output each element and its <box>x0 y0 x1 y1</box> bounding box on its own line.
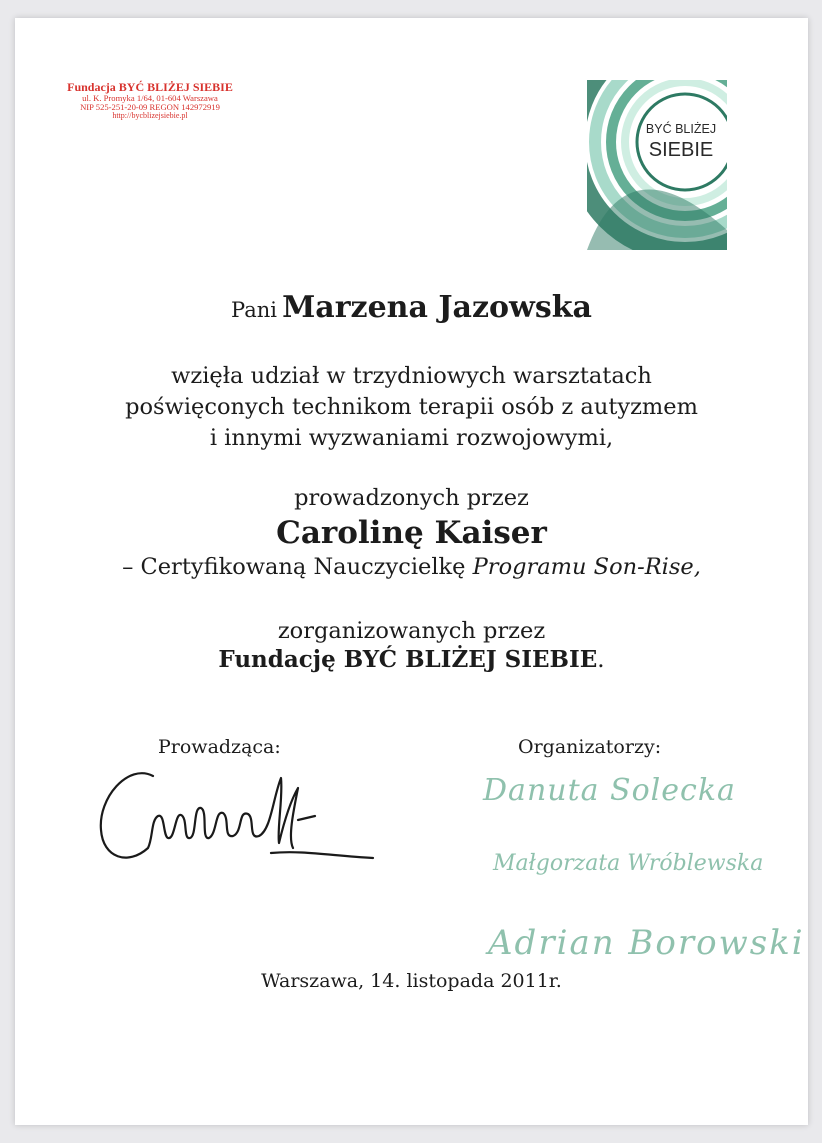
logo-text-line2: SIEBIE <box>648 139 714 161</box>
trainer-signature-label: Prowadząca: <box>158 736 281 758</box>
stamp-foundation-name: Fundacja BYĆ BLIŻEJ SIEBIE <box>67 80 233 94</box>
organizer-line <box>15 646 808 673</box>
led-by-intro: prowadzonych przez <box>294 485 529 511</box>
organizer-period: . <box>597 647 605 673</box>
organizer-name: Fundację BYĆ BLIŻEJ SIEBIE <box>218 646 598 673</box>
organizer-signature-3: Adrian Borowski <box>488 923 805 963</box>
recipient-name: Marzena Jazowska <box>282 290 592 325</box>
stamp-address: ul. K. Promyka 1/64, 01-604 Warszawa <box>82 92 218 103</box>
place-and-date: Warszawa, 14. listopada 2011r. <box>261 970 562 992</box>
stamp-url: http://bycblizejsiebie.pl <box>112 110 188 120</box>
salutation: Pani <box>231 298 277 322</box>
body-line-3: i innymi wyzwaniami rozwojowymi, <box>209 425 614 451</box>
organizers-signature-label: Organizatorzy: <box>518 736 662 758</box>
foundation-logo <box>587 80 727 250</box>
organizer-signature-1: Danuta Solecka <box>483 773 736 808</box>
credential-program: Programu Son-Rise, <box>472 554 701 580</box>
logo-text-line1: BYĆ BLIŻEJ <box>645 122 717 136</box>
trainer-name: Carolinę Kaiser <box>276 515 547 551</box>
trainer-credential <box>15 554 808 580</box>
body-line-1: wzięła udział w trzydniowych warsztatach <box>171 363 652 389</box>
certificate-page <box>15 18 808 1125</box>
participation-text <box>15 361 808 454</box>
credential-prefix: – Certyfikowaną Nauczycielkę <box>122 554 466 580</box>
trainer-signature <box>93 758 383 868</box>
body-line-2: poświęconych technikom terapii osób z autyzmem <box>125 394 698 420</box>
recipient-line <box>15 290 808 325</box>
stamp-ids: NIP 525-251-20-09 REGON 142972919 <box>80 101 220 112</box>
foundation-stamp <box>55 81 245 120</box>
organizer-intro: zorganizowanych przez <box>277 618 546 644</box>
organizer-signature-2: Małgorzata Wróblewska <box>493 851 764 876</box>
